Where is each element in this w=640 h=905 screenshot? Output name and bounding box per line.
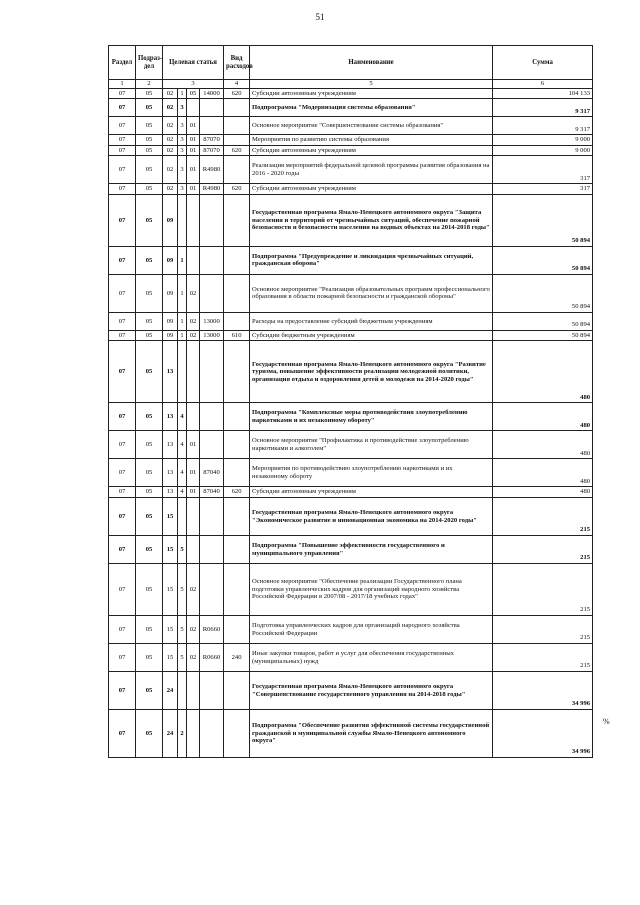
code-cell-d	[200, 194, 224, 246]
code-cell-b: 5	[178, 616, 187, 644]
code-cell-d	[200, 403, 224, 431]
code-cell-r: 07	[109, 564, 136, 616]
code-cell-v	[224, 616, 250, 644]
code-cell-r: 07	[109, 194, 136, 246]
sum-cell: 215	[493, 498, 593, 536]
code-cell-d: 14000	[200, 88, 224, 99]
col-number: 6	[493, 80, 593, 89]
code-cell-b: 1	[178, 88, 187, 99]
code-cell-c	[187, 498, 200, 536]
code-cell-p: 05	[136, 194, 163, 246]
code-cell-d: R4980	[200, 156, 224, 184]
code-cell-c: 01	[187, 156, 200, 184]
sum-cell: 480	[493, 431, 593, 459]
code-cell-v: 620	[224, 88, 250, 99]
code-cell-p: 05	[136, 487, 163, 498]
code-cell-a: 02	[163, 117, 178, 135]
code-cell-p: 05	[136, 88, 163, 99]
table-row	[109, 99, 593, 117]
code-cell-p: 05	[136, 184, 163, 195]
code-cell-d	[200, 710, 224, 758]
code-cell-d: R4980	[200, 184, 224, 195]
code-cell-p: 05	[136, 644, 163, 672]
code-cell-a: 09	[163, 246, 178, 274]
code-cell-r: 07	[109, 498, 136, 536]
code-cell-p: 05	[136, 564, 163, 616]
code-cell-r: 07	[109, 274, 136, 312]
code-cell-d: R0660	[200, 644, 224, 672]
table-row	[109, 274, 593, 312]
code-cell-b: 5	[178, 644, 187, 672]
code-cell-r: 07	[109, 156, 136, 184]
col-number: 5	[250, 80, 493, 89]
code-cell-r: 07	[109, 710, 136, 758]
code-cell-p: 05	[136, 99, 163, 117]
code-cell-p: 05	[136, 135, 163, 146]
code-cell-a: 15	[163, 536, 178, 564]
name-cell: Подпрограмма "Комплексные меры противодействия злоупотреблению наркотиками и их незаконному обороту"	[250, 403, 493, 431]
code-cell-c	[187, 194, 200, 246]
table-row	[109, 88, 593, 99]
code-cell-d: R0660	[200, 616, 224, 644]
code-cell-d: 13000	[200, 312, 224, 330]
code-cell-a: 09	[163, 330, 178, 341]
name-cell: Основное мероприятие "Реализация образовательных программ профессионального образования в области пожарной безопасности и гражданской обороны"	[250, 274, 493, 312]
code-cell-a: 13	[163, 403, 178, 431]
code-cell-a: 09	[163, 194, 178, 246]
code-cell-r: 07	[109, 403, 136, 431]
name-cell: Государственная программа Ямало-Ненецкого автономного округа "Развитие туризма, повышение эффективности реализации молодежной политики, организация отдыха и оздоровления детей и молодежи на 2014-2020 годы"	[250, 341, 493, 403]
column-number-row	[109, 80, 593, 89]
table-row	[109, 341, 593, 403]
table-row	[109, 156, 593, 184]
sum-cell: 480	[493, 403, 593, 431]
name-cell: Подпрограмма "Предупреждение и ликвидация чрезвычайных ситуаций, гражданская оборона"	[250, 246, 493, 274]
table-row	[109, 644, 593, 672]
code-cell-v	[224, 710, 250, 758]
name-cell: Подпрограмма "Обеспечение развития эффективной системы государственной гражданской и муниципальной службы Ямало-Ненецкого автономного округа"	[250, 710, 493, 758]
code-cell-d: 87070	[200, 145, 224, 156]
code-cell-p: 05	[136, 431, 163, 459]
code-cell-b	[178, 194, 187, 246]
name-cell: Подпрограмма "Модернизация системы образования"	[250, 99, 493, 117]
code-cell-v	[224, 135, 250, 146]
code-cell-c: 02	[187, 312, 200, 330]
code-cell-r: 07	[109, 312, 136, 330]
code-cell-v: 240	[224, 644, 250, 672]
code-cell-r: 07	[109, 431, 136, 459]
sum-cell: 9 317	[493, 117, 593, 135]
code-cell-b: 4	[178, 487, 187, 498]
table-row	[109, 403, 593, 431]
table-row	[109, 536, 593, 564]
code-cell-d: 13000	[200, 330, 224, 341]
code-cell-b: 1	[178, 330, 187, 341]
sum-cell: 480	[493, 487, 593, 498]
name-cell: Основное мероприятие "Профилактика и противодействие злоупотреблению наркотиками и алкоголем"	[250, 431, 493, 459]
code-cell-p: 05	[136, 312, 163, 330]
code-cell-r: 07	[109, 644, 136, 672]
sum-cell: 9 317	[493, 99, 593, 117]
sum-cell: 50 894	[493, 194, 593, 246]
sum-cell: 480	[493, 341, 593, 403]
code-cell-d: 87070	[200, 135, 224, 146]
code-cell-c: 02	[187, 644, 200, 672]
table-row	[109, 117, 593, 135]
name-cell: Основное мероприятие "Обеспечение реализации Государственного плана подготовки управленческих кадров для организаций народного хозяйства Российской Федерации в 2007/08 - 2017/18 учебных годах"	[250, 564, 493, 616]
code-cell-c: 02	[187, 330, 200, 341]
code-cell-v	[224, 274, 250, 312]
code-cell-a: 09	[163, 312, 178, 330]
name-cell: Субсидии автономным учреждениям	[250, 88, 493, 99]
code-cell-c	[187, 341, 200, 403]
code-cell-b: 3	[178, 99, 187, 117]
table-row	[109, 564, 593, 616]
name-cell: Мероприятия по развитию системы образования	[250, 135, 493, 146]
sum-cell: 215	[493, 616, 593, 644]
code-cell-a: 15	[163, 616, 178, 644]
table-header	[109, 46, 593, 89]
code-cell-c: 02	[187, 616, 200, 644]
table-row	[109, 184, 593, 195]
code-cell-v	[224, 99, 250, 117]
code-cell-r: 07	[109, 145, 136, 156]
code-cell-p: 05	[136, 117, 163, 135]
code-cell-v	[224, 246, 250, 274]
code-cell-c: 02	[187, 274, 200, 312]
code-cell-c: 01	[187, 431, 200, 459]
code-cell-d	[200, 99, 224, 117]
code-cell-b	[178, 672, 187, 710]
code-cell-b	[178, 341, 187, 403]
code-cell-a: 02	[163, 135, 178, 146]
code-cell-b	[178, 498, 187, 536]
code-cell-b: 3	[178, 156, 187, 184]
margin-mark: %	[603, 717, 610, 726]
code-cell-c: 02	[187, 564, 200, 616]
name-cell: Подпрограмма "Повышение эффективности государственного и муниципального управления"	[250, 536, 493, 564]
name-cell: Иные закупки товаров, работ и услуг для обеспечения государственных (муниципальных) нужд	[250, 644, 493, 672]
code-cell-b: 1	[178, 246, 187, 274]
code-cell-v	[224, 194, 250, 246]
code-cell-v	[224, 341, 250, 403]
sum-cell: 215	[493, 564, 593, 616]
name-cell: Основное мероприятие "Совершенствование системы образования"	[250, 117, 493, 135]
code-cell-a: 09	[163, 274, 178, 312]
header-vid: Вид расходов	[224, 46, 250, 80]
sum-cell: 9 000	[493, 145, 593, 156]
code-cell-a: 02	[163, 88, 178, 99]
code-cell-a: 13	[163, 341, 178, 403]
code-cell-p: 05	[136, 710, 163, 758]
code-cell-d: 87040	[200, 487, 224, 498]
code-cell-c	[187, 246, 200, 274]
budget-table	[108, 45, 593, 758]
code-cell-p: 05	[136, 536, 163, 564]
sum-cell: 50 894	[493, 274, 593, 312]
code-cell-c	[187, 536, 200, 564]
table-row	[109, 487, 593, 498]
code-cell-a: 15	[163, 644, 178, 672]
code-cell-r: 07	[109, 99, 136, 117]
code-cell-v	[224, 431, 250, 459]
code-cell-a: 13	[163, 487, 178, 498]
code-cell-d	[200, 341, 224, 403]
code-cell-c: 01	[187, 487, 200, 498]
code-cell-a: 24	[163, 672, 178, 710]
code-cell-v	[224, 459, 250, 487]
code-cell-v	[224, 536, 250, 564]
code-cell-c	[187, 672, 200, 710]
code-cell-c: 01	[187, 459, 200, 487]
code-cell-p: 05	[136, 616, 163, 644]
col-number: 1	[109, 80, 136, 89]
code-cell-p: 05	[136, 459, 163, 487]
code-cell-v	[224, 403, 250, 431]
code-cell-v	[224, 564, 250, 616]
sum-cell: 50 894	[493, 312, 593, 330]
code-cell-v	[224, 672, 250, 710]
code-cell-a: 13	[163, 459, 178, 487]
name-cell: Мероприятия по противодействию злоупотреблению наркотиками и их незаконному обороту	[250, 459, 493, 487]
col-number: 2	[136, 80, 163, 89]
code-cell-p: 05	[136, 341, 163, 403]
code-cell-d	[200, 274, 224, 312]
sum-cell: 50 894	[493, 246, 593, 274]
sum-cell: 104 133	[493, 88, 593, 99]
code-cell-p: 05	[136, 403, 163, 431]
code-cell-c	[187, 403, 200, 431]
code-cell-b: 3	[178, 145, 187, 156]
code-cell-p: 05	[136, 274, 163, 312]
sum-cell: 215	[493, 644, 593, 672]
name-cell: Государственная программа Ямало-Ненецкого автономного округа "Экономическое развитие и инновационная экономика на 2014-2020 годы"	[250, 498, 493, 536]
code-cell-c: 01	[187, 184, 200, 195]
code-cell-b: 3	[178, 135, 187, 146]
code-cell-v	[224, 498, 250, 536]
sum-cell: 317	[493, 184, 593, 195]
table-row	[109, 246, 593, 274]
code-cell-d	[200, 117, 224, 135]
code-cell-v: 620	[224, 184, 250, 195]
table-row	[109, 194, 593, 246]
code-cell-a: 02	[163, 145, 178, 156]
code-cell-d	[200, 498, 224, 536]
code-cell-r: 07	[109, 672, 136, 710]
table-row	[109, 459, 593, 487]
header-razdel: Раздел	[109, 46, 136, 80]
code-cell-d	[200, 672, 224, 710]
code-cell-r: 07	[109, 616, 136, 644]
name-cell: Реализация мероприятий федеральной целевой программы развития образования на 2016 - 2020 годы	[250, 156, 493, 184]
code-cell-a: 02	[163, 156, 178, 184]
code-cell-r: 07	[109, 184, 136, 195]
table-row	[109, 431, 593, 459]
code-cell-d: 87040	[200, 459, 224, 487]
code-cell-r: 07	[109, 330, 136, 341]
sum-cell: 9 000	[493, 135, 593, 146]
code-cell-p: 05	[136, 246, 163, 274]
code-cell-r: 07	[109, 459, 136, 487]
table-row	[109, 616, 593, 644]
code-cell-c: 01	[187, 117, 200, 135]
code-cell-b: 4	[178, 459, 187, 487]
name-cell: Субсидии автономным учреждениям	[250, 487, 493, 498]
table-row	[109, 710, 593, 758]
code-cell-b: 4	[178, 403, 187, 431]
name-cell: Субсидии автономным учреждениям	[250, 184, 493, 195]
name-cell: Подготовка управленческих кадров для организаций народного хозяйства Российской Федерации	[250, 616, 493, 644]
code-cell-b: 3	[178, 117, 187, 135]
code-cell-a: 02	[163, 184, 178, 195]
table-row	[109, 330, 593, 341]
code-cell-b: 1	[178, 274, 187, 312]
code-cell-v	[224, 156, 250, 184]
code-cell-r: 07	[109, 135, 136, 146]
code-cell-b: 1	[178, 312, 187, 330]
code-cell-a: 15	[163, 498, 178, 536]
sum-cell: 34 996	[493, 672, 593, 710]
code-cell-b: 4	[178, 431, 187, 459]
code-cell-r: 07	[109, 88, 136, 99]
code-cell-p: 05	[136, 498, 163, 536]
code-cell-c: 05	[187, 88, 200, 99]
table-row	[109, 145, 593, 156]
code-cell-a: 13	[163, 431, 178, 459]
code-cell-p: 05	[136, 145, 163, 156]
header-podrazdel: Подраз-дел	[136, 46, 163, 80]
code-cell-a: 24	[163, 710, 178, 758]
name-cell: Расходы на предоставление субсидий бюджетным учреждениям	[250, 312, 493, 330]
code-cell-c: 01	[187, 135, 200, 146]
code-cell-d	[200, 564, 224, 616]
code-cell-v: 620	[224, 487, 250, 498]
code-cell-v	[224, 312, 250, 330]
table-row	[109, 498, 593, 536]
code-cell-p: 05	[136, 156, 163, 184]
code-cell-b: 3	[178, 184, 187, 195]
code-cell-a: 15	[163, 564, 178, 616]
code-cell-b: 2	[178, 710, 187, 758]
col-number: 3	[163, 80, 224, 89]
code-cell-a: 02	[163, 99, 178, 117]
sum-cell: 34 996	[493, 710, 593, 758]
code-cell-r: 07	[109, 341, 136, 403]
code-cell-c: 01	[187, 145, 200, 156]
code-cell-p: 05	[136, 672, 163, 710]
sum-cell: 50 894	[493, 330, 593, 341]
header-target: Целевая статья	[163, 46, 224, 80]
name-cell: Субсидии автономным учреждениям	[250, 145, 493, 156]
code-cell-d	[200, 246, 224, 274]
sum-cell: 317	[493, 156, 593, 184]
code-cell-p: 05	[136, 330, 163, 341]
code-cell-b: 5	[178, 564, 187, 616]
code-cell-v	[224, 117, 250, 135]
table-row	[109, 135, 593, 146]
name-cell: Государственная программа Ямало-Ненецкого автономного округа "Защита населения и территорий от чрезвычайных ситуаций, обеспечение пожарной безопасности и безопасности населения на водных объектах на 2014-2018 годы"	[250, 194, 493, 246]
code-cell-b: 5	[178, 536, 187, 564]
code-cell-r: 07	[109, 117, 136, 135]
name-cell: Субсидии бюджетным учреждениям	[250, 330, 493, 341]
code-cell-r: 07	[109, 487, 136, 498]
code-cell-v: 610	[224, 330, 250, 341]
page-number: 51	[315, 12, 325, 22]
code-cell-c	[187, 99, 200, 117]
table-body	[109, 88, 593, 757]
code-cell-r: 07	[109, 536, 136, 564]
table-row	[109, 312, 593, 330]
code-cell-c	[187, 710, 200, 758]
code-cell-v: 620	[224, 145, 250, 156]
table-row	[109, 672, 593, 710]
sum-cell: 480	[493, 459, 593, 487]
sum-cell: 215	[493, 536, 593, 564]
header-name: Наименование	[250, 46, 493, 80]
code-cell-d	[200, 431, 224, 459]
code-cell-d	[200, 536, 224, 564]
col-number: 4	[224, 80, 250, 89]
header-sum: Сумма	[493, 46, 593, 80]
code-cell-r: 07	[109, 246, 136, 274]
name-cell: Государственная программа Ямало-Ненецкого автономного округа "Совершенствование государственного управления на 2014-2018 годы"	[250, 672, 493, 710]
